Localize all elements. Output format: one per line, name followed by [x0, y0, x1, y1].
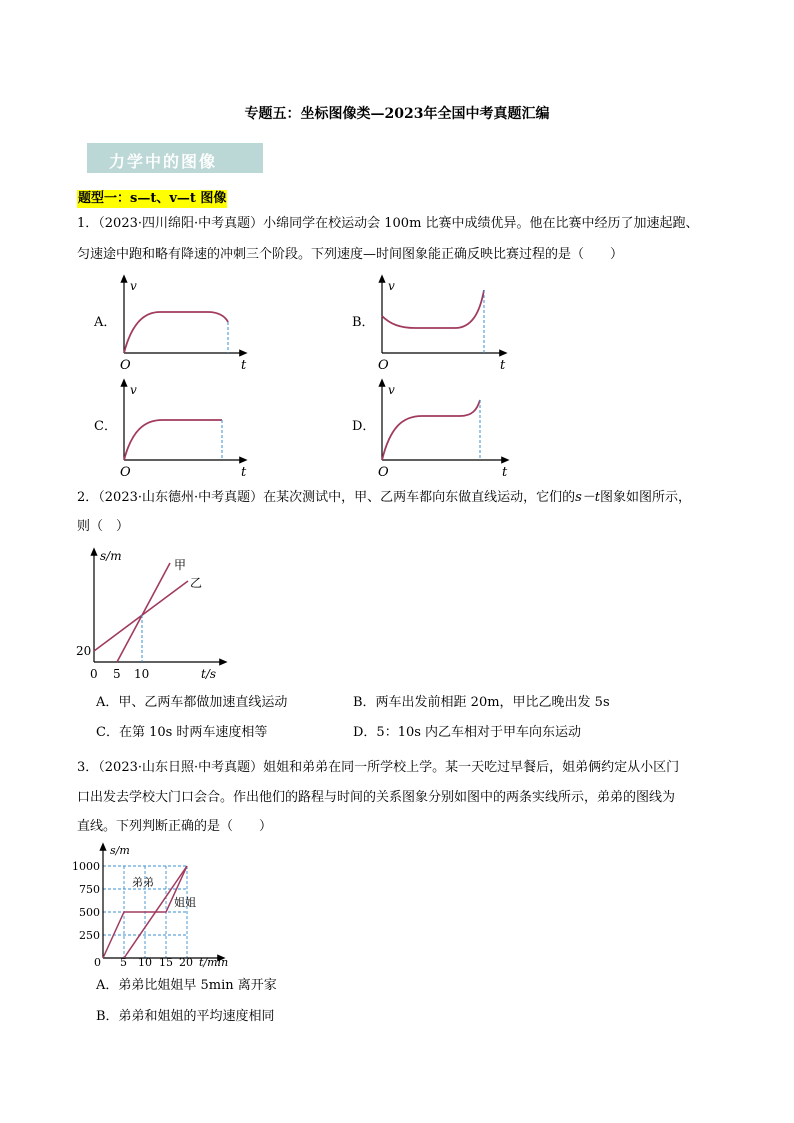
q1-graph-a-curve: [124, 312, 228, 353]
q3-stem-line3: 直线。下列判断正确的是（ ）: [77, 819, 273, 834]
section-banner-label: 力学中的图像: [109, 152, 218, 171]
q3-option-a[interactable]: A．弟弟比姐姐早 5min 离开家: [96, 978, 277, 993]
q1-option-c-label[interactable]: C．: [94, 419, 117, 434]
q3-ytick-750: 750: [79, 883, 100, 896]
q2-label-jia: 甲: [174, 558, 187, 572]
q3-graph: [70, 840, 240, 970]
q1-graph-a-ylabel: v: [130, 279, 137, 293]
q1-graph-d-curve: [382, 400, 480, 460]
q2-option-a[interactable]: A．甲、乙两车都做加速直线运动: [96, 695, 288, 710]
q2-xtick-0: 0: [90, 667, 98, 681]
q2-stem-line1-a: 2．（2023·山东德州·中考真题）在某次测试中，甲、乙两车都向东做直线运动，它们的: [77, 490, 576, 505]
q1-graph-b-ylabel: v: [388, 279, 395, 293]
q1-graph-b-origin: O: [378, 358, 389, 373]
q3-xtick-0: 0: [94, 956, 101, 969]
q2-stem-line1: [77, 489, 691, 507]
q2-xlabel: t/s: [201, 667, 217, 681]
q1-graph-d-origin: O: [378, 465, 389, 480]
q2-line-jia: [117, 563, 170, 662]
q1-option-b-label[interactable]: B．: [352, 315, 375, 330]
q1-graph-d[interactable]: [378, 382, 508, 480]
q1-graph-c-curve: [124, 420, 222, 460]
q2-ytick-20: 20: [76, 644, 92, 658]
q1-graph-a-origin: O: [120, 358, 131, 373]
q1-stem-line1: 1．（2023·四川绵阳·中考真题）小绵同学在校运动会 100m 比赛中成绩优异。他在比赛中经历了加速起跑、: [77, 216, 699, 231]
q1-graph-c-origin: O: [120, 465, 131, 480]
q1-graphs: [0, 0, 794, 500]
q3-ytick-500: 500: [79, 906, 100, 919]
q1-option-d-label[interactable]: D．: [352, 419, 376, 434]
q2-stem-var: s－t: [575, 490, 601, 505]
page-title: 专题五：坐标图像类—2023年全国中考真题汇编: [244, 106, 550, 122]
q1-graph-c-ylabel: v: [130, 383, 137, 397]
q3-xtick-5: 5: [120, 956, 127, 969]
q2-graph: [70, 545, 250, 685]
q3-xtick-20: 20: [179, 956, 193, 969]
q2-option-c[interactable]: C．在第 10s 时两车速度相等: [96, 725, 268, 740]
q3-label-sister: 姐姐: [174, 896, 196, 909]
q3-label-brother: 弟弟: [132, 876, 154, 889]
q3-stem-line1: 3．（2023·山东日照·中考真题）姐姐和弟弟在同一所学校上学。某一天吃过早餐后，姐弟俩约定从小区门: [77, 760, 680, 775]
q1-graph-c-xlabel: t: [241, 465, 247, 480]
q2-xtick-5: 5: [113, 667, 121, 681]
q1-graph-d-ylabel: v: [388, 383, 395, 397]
q2-stem-line1-b: 图象如图所示，: [600, 490, 692, 505]
q2-xtick-10: 10: [134, 667, 150, 681]
q1-graph-b-xlabel: t: [500, 358, 506, 373]
q2-option-b[interactable]: B．两车出发前相距 20m，甲比乙晚出发 5s: [353, 695, 610, 710]
q1-option-a-label[interactable]: A．: [94, 315, 117, 330]
question-type-label: 题型一：s—t、v—t 图像: [78, 191, 227, 206]
q1-graph-a-xlabel: t: [241, 358, 247, 373]
q3-xtick-15: 15: [159, 956, 173, 969]
q3-ytick-1000: 1000: [72, 860, 100, 873]
q2-stem-line2: 则（ ）: [77, 519, 130, 534]
q1-graph-b[interactable]: [378, 278, 506, 373]
q1-graph-d-xlabel: t: [502, 465, 508, 480]
q3-option-b[interactable]: B．弟弟和姐姐的平均速度相同: [96, 1009, 275, 1024]
q3-stem-line2: 口出发去学校大门口会合。作出他们的路程与时间的关系图象分别如图中的两条实线所示，弟弟的图线为: [77, 790, 676, 805]
q3-xtick-10: 10: [138, 956, 152, 969]
q2-option-d[interactable]: D．5：10s 内乙车相对于甲车向东运动: [353, 725, 582, 740]
q2-line-yi: [94, 581, 188, 651]
q3-ylabel: s/m: [110, 844, 130, 857]
q2-label-yi: 乙: [190, 576, 203, 590]
q2-ylabel: s/m: [100, 549, 122, 563]
q3-ytick-250: 250: [79, 929, 100, 942]
q1-stem-line2: 匀速途中跑和略有降速的冲刺三个阶段。下列速度—时间图象能正确反映比赛过程的是（ ）: [77, 247, 624, 262]
q1-graph-c[interactable]: [120, 382, 247, 480]
q1-graph-b-curve: [382, 290, 484, 328]
q1-graph-a[interactable]: [120, 278, 247, 373]
q3-xlabel: t/min: [199, 956, 229, 969]
